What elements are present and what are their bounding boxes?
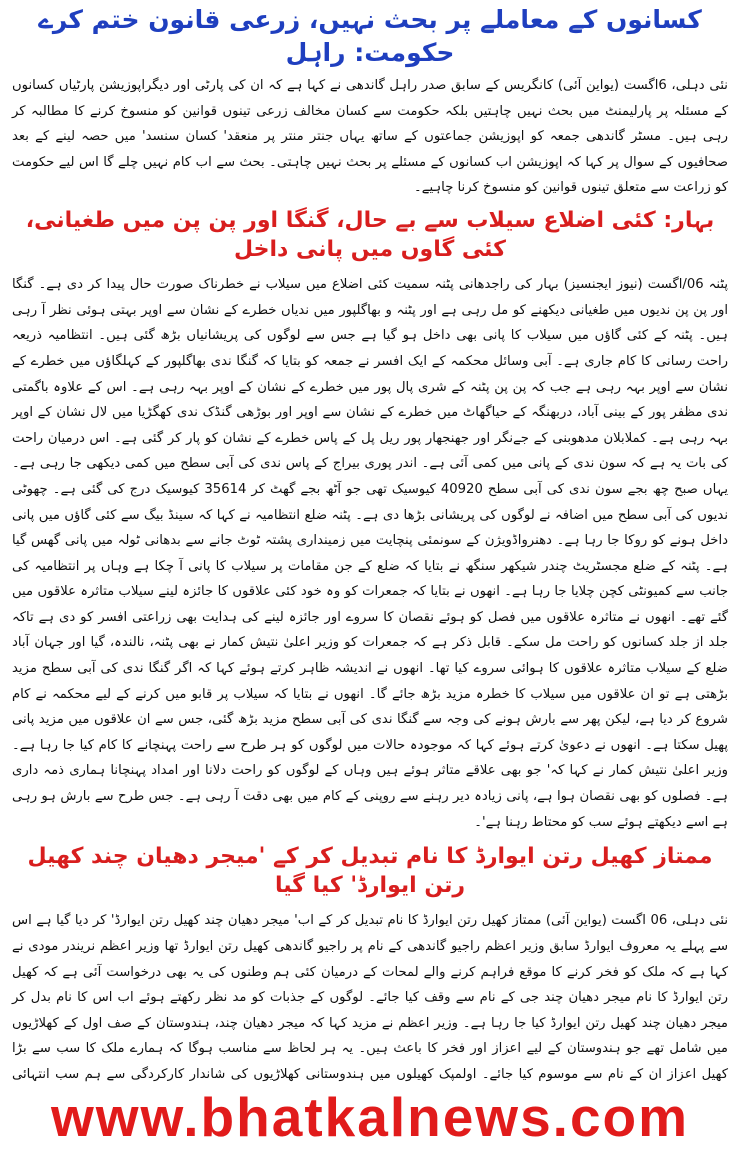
body-khel-ratna: نئی دہلی، 06 اگست (یواین آئی) ممتاز کھیل رتن ایوارڈ کا نام تبدیل کر کے اب' میجر دھیان چند کھیل رتن ایوارڈ' کر دیا گیا ہے اس سے پہلے یہ معروف ایوارڈ سابق وزیر اعظم راجیو گاندھی کے نام پر راجیو گاندھی کھیل رتن ایوارڈ تھا وزیر اعظم نریندر مودی نے کہا ہے کہ ملک کو فخر کرنے کا موقع فراہم کرنے والے لمحات کے درمیان کئی ہم وطنوں کی یہ بھی درخواست آئی ہے کہ کھیل رتن ایوارڈ کا نام میجر دھیان چند جی کے نام سے وقف کیا جائے۔ لوگوں کے جذبات کو مد نظر رکھتے ہوئے اب اس کا نام بدل کر میجر دھیان چند کھیل رتن ایوارڈ کیا جا رہا ہے۔ وزیر اعظم نے مزید کہا کہ میجر دھیان چند، ہندوستان کے صف اول کے کھلاڑیوں میں شامل تھے جو ہندوستان کے لیے اعزاز اور فخر کا باعث ہیں۔ یہ ہر لحاظ سے مناسب ہوگا کہ ہمارے ملک کا سب سے بڑا کھیل اعزاز ان کے نام سے موسوم کیا جائے۔ اولمپک کھیلوں میں ہندوستانی کھلاڑیوں کی شاندار کارکردگی سے ہم سب انتہائی xyxy=(12,913,728,1082)
article-khel-ratna xyxy=(0,835,740,1086)
site-url[interactable]: www.bhatkalnews.com xyxy=(50,1085,690,1148)
headline-farm-laws-rahul: کسانوں کے معاملے پر بحث نہیں، زرعی قانون ختم کرے حکومت: راہل xyxy=(38,5,702,67)
headline-bihar-flood: بہار: کئی اضلاع سیلاب سے بے حال، گنگا اور پن پن میں طغیانی، کئی گاوں میں پانی داخل xyxy=(25,207,715,262)
article-bihar-flood xyxy=(0,201,740,835)
body-farm-laws-rahul: نئی دہلی، 6اگست (یواین آئی) کانگریس کے سابق صدر راہل گاندھی نے کہا ہے کہ ان کی پارٹی اور دیگراپوزیشن پارٹیاں کسانوں کے مسئلہ پر پارلیمنٹ میں بحث نہیں چاہتیں بلکہ حکومت سے کسان مخالف زرعی تینوں قوانین کو منسوخ کرنے کا مطالبہ کر رہی ہیں۔ مسٹر گاندھی جمعہ کو اپوزیشن جماعتوں کے ساتھ یہاں جنتر منتر پر منعقد' کسان سنسد' میں حصہ لینے کے بعد صحافیوں کے سوال پر کہا کہ اپوزیشن اب کسانوں کے مسئلے پر بحث نہیں چاہتی۔ بحث سے اب کام نہیں چلے گا اس لیے حکومت کو زراعت سے متعلق تینوں قوانین کو منسوخ کرنا چاہیے۔ xyxy=(12,78,728,196)
article-farm-laws-rahul xyxy=(0,0,740,201)
body-bihar-flood: پٹنہ 06/اگست (نیوز ایجنسیز) بہار کی راجدھانی پٹنہ سمیت کئی اضلاع میں سیلاب نے خطرناک صورت حال پیدا کر دی ہے۔ گنگا اور پن پن ندیوں میں طغیانی دیکھنے کو مل رہی ہے اور پٹنہ و بھاگلپور میں ندیاں خطرے کے نشان سے اوپر بہتی ہوئی نظر آ رہی ہیں۔ پٹنہ کے کئی گاؤں میں سیلاب کا پانی بھی داخل ہو گیا ہے جس سے لوگوں کی پریشانیاں بڑھ گئی ہیں۔ انتظامیہ ذریعہ راحت رسانی کا کام جاری ہے۔ آبی وسائل محکمہ کے ایک افسر نے جمعہ کو بتایا کہ گنگا ندی بھاگلپور کے کہلگاؤں میں خطرے کے نشان سے اوپر بہہ رہی ہے جب کہ پن پن پٹنہ کے شری پال پور میں خطرے کے نشان کے اوپر بہہ رہی ہے۔ اس کے علاوہ باگمتی ندی مظفر پور کے بینی آباد، دربھنگہ کے حیاگھاٹ میں خطرے کے نشان سے اوپر اور بوڑھی گنڈک ندی کھگڑیا میں لال نشان کے اوپر بہہ رہی ہے۔ کملابلان مدھوبنی کے جےنگر اور جھنجھار پور ریل پل کے پاس خطرے کے نشان کو پار کر گئی ہے۔ اس درمیان راحت کی بات یہ ہے کہ سون ندی کے پانی میں کمی آئی ہے۔ اندر پوری بیراج کے پاس ندی کی آبی سطح میں کمی دیکھی جا رہی ہے۔ یہاں صبح چھ بجے سون ندی کی آبی سطح 40920 کیوسیک تھی جو آٹھ بجے گھٹ کر 35614 کیوسیک درج کی گئی ہے۔ چھوٹی ندیوں کی آبی سطح میں اضافہ نے لوگوں کی پریشانی بڑھا دی ہے۔ پٹنہ ضلع انتظامیہ نے کہا کہ سینڈ بیگ سے کئی گاؤں میں پانی داخل ہونے کو روکا جا رہا ہے۔ دھنرواڈویژن کے سونمئی پنچایت میں زمینداری پشتہ ٹوٹ جانے سے بدھانی ٹولہ میں پانی گھس گیا ہے۔ پٹنہ کے ضلع مجسٹریٹ چندر شیکھر سنگھ نے بتایا کہ ضلع کے جن مقامات پر سیلاب کا پانی آ چکا ہے وہاں پر انتظامیہ کی جانب سے کمیونٹی کچن چلایا جا رہا ہے۔ انھوں نے بتایا کہ جمعرات کو وہ خود کئی علاقوں کا جائزہ لینے سیلاب متاثرہ علاقوں میں گئے تھے۔ انھوں نے متاثرہ علاقوں میں فصل کو ہوئے نقصان کا سروے اور جائزہ لینے کی ہدایت بھی زراعتی افسر کو دی ہے تاکہ جلد از جلد کسانوں کو راحت مل سکے۔ قابل ذکر ہے کہ جمعرات کو وزیر اعلیٰ نتیش کمار نے بھی پٹنہ، نالندہ، گیا اور جہان آباد ضلع کے سیلاب متاثرہ علاقوں کا ہوائی سروے کیا تھا۔ انھوں نے اندیشہ ظاہر کرتے ہوئے کہا کہ اگر گنگا ندی کی آبی سطح مزید بڑھتی ہے تو ان علاقوں میں سیلاب کا خطرہ مزید بڑھ جائے گا۔ انھوں نے بتایا کہ سیلاب پر قابو میں کرنے کے لیے محکمہ نے کام شروع کر دیا ہے، لیکن پھر سے بارش ہونے کی وجہ سے گنگا ندی کی آبی سطح مزید بڑھ گئی، جس سے ان علاقوں میں مزید پانی پھیل سکتا ہے۔ انھوں نے دعویٰ کرتے ہوئے کہا کہ موجودہ حالات میں لوگوں کو ہر طرح سے راحت پہنچانے کا کام کیا جا رہا ہے۔ وزیر اعلیٰ نتیش کمار نے کہا کہ' جو بھی علاقے متاثر ہوئے ہیں وہاں کے لوگوں کو راحت دلانا اور امداد پہنچانا ہماری ذمہ داری ہے۔ فصلوں کو بھی نقصان ہوا ہے، پانی زیادہ دیر رہنے سے روپنی کے کام میں بھی دقت آ رہی ہے۔ جس طرح سے بارش ہو رہی ہے اسے دیکھتے ہوئے سب کو محتاط رہنا ہے'۔ xyxy=(12,277,728,830)
headline-khel-ratna: ممتاز کھیل رتن ایوارڈ کا نام تبدیل کر کے 'میجر دھیان چند کھیل رتن ایوارڈ' کیا گیا xyxy=(27,844,713,898)
site-footer xyxy=(0,1086,740,1147)
